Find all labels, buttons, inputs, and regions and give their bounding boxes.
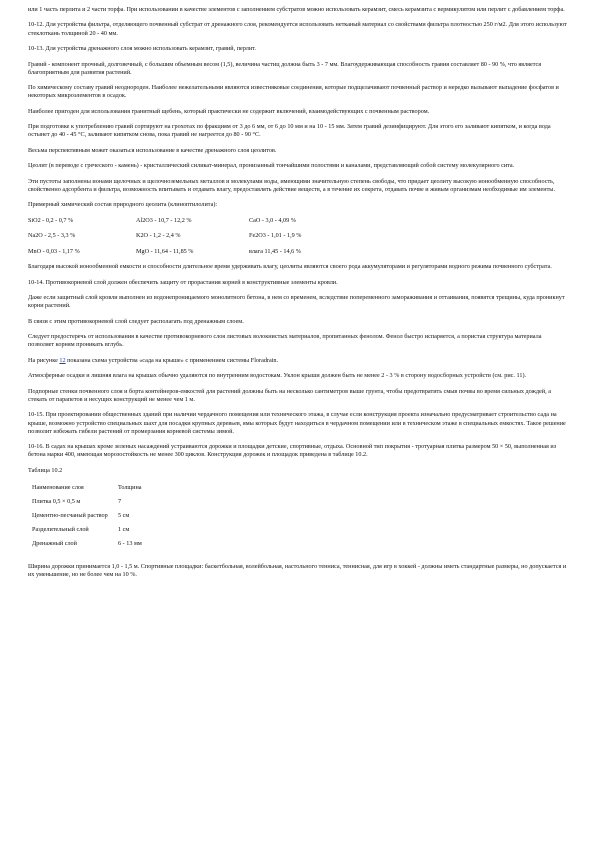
composition-item: SiO2 - 0,2 - 0,7 % bbox=[28, 216, 74, 224]
paragraph: 10-14. Противокорневой слой должен обеспечить защиту от прорастания корней в конструктивные элементы кровли. bbox=[28, 278, 338, 286]
paragraph: При подготовке к употреблению гравий сортируют на грохотах по фракциям от 3 до 6 мм, от 6 до 10 мм и на 10 - 15 мм. Затем гравий дезинфицируют. Для этого его заливают кипятком, и когда вода остынет до 40 - 45 °C, заливают кипятком снова, пока гравий не нагреется до 80 - 90 °C. bbox=[28, 123, 551, 139]
composition-item: Al2O3 - 10,7 - 12,2 % bbox=[136, 216, 192, 224]
paragraph: Благодаря высокой ионообменной емкости и способности длительное время удерживать влагу, цеолиты являются своего рода аккумуляторами и регуляторами водного режима почвенного субстрата. bbox=[28, 263, 552, 271]
composition-item: Fe2O3 - 1,01 - 1,9 % bbox=[249, 232, 302, 240]
paragraph: Цеолит (в переводе с греческого - камень) - кристаллический силикат-минерал, пронизанный тончайшими полостями и каналами, представляющий собой систему молекулярного сита. bbox=[28, 162, 515, 170]
composition-item: MgO - 11,64 - 11,85 % bbox=[136, 247, 194, 255]
table-cell: Цементно-песчаный раствор bbox=[32, 511, 108, 519]
paragraph: 10-16. В садах на крышах кроме зеленых насаждений устраиваются дорожки и площадки детские, спортивные, отдыха. Основной тип покрытия - тротуарная плитка размером 50 × 50, выполненная из бетона марки 400, имеющая морозостойкость не менее 300 циклов. Конструкция дорожек и площадок приведена в таблице 10.2. bbox=[28, 443, 557, 459]
paragraph: Атмосферные осадки и лишняя влага на крышах обычно удаляются по внутренним водостокам. Уклон крыши должен быть не менее 2 - 3 % в сторону водосборных устройств (см. рис. 11). bbox=[28, 372, 527, 380]
document-page bbox=[28, 6, 568, 587]
table-cell: Дренажный слой bbox=[32, 540, 77, 548]
paragraph: Подпорные стенки почвенного слоя и борта контейнеров-емкостей для растений должны быть на несколько сантиметров выше грунта, чтобы предотвратить смыв почвы во время сильных дождей, а стекать от парапетов и несущих конструкций не менее чем 1 м. bbox=[28, 387, 551, 403]
table-header-cell: Наименование слоя bbox=[32, 483, 84, 491]
table-header-cell: Толщина bbox=[118, 483, 142, 491]
composition-item: MnO - 0,03 - 1,17 % bbox=[28, 247, 80, 255]
paragraph: Гравий - компонент прочный, долговечный, с большим объемным весом (1,5), величина частиц должна быть 3 - 7 мм. Влагоудерживающая способность гравия составляет 80 - 90 %, что является благоприятным для развития растений. bbox=[28, 60, 542, 76]
table-cell: 6 - 13 мм bbox=[118, 540, 142, 548]
table-cell: 1 см bbox=[118, 526, 130, 534]
paragraph: В связи с этим противокорневой слой следует располагать под дренажным слоем. bbox=[28, 317, 244, 325]
table-row bbox=[32, 498, 152, 512]
paragraph: По химическому составу гравий неоднороден. Наиболее нежелательными являются известняковые соединения, которые подщелачивают почвенный раствор и нередко вызывают выпадение фосфатов и некоторых микроэлементов в осадок. bbox=[28, 84, 559, 100]
composition-row bbox=[28, 248, 568, 256]
composition-item: влага 11,45 - 14,6 % bbox=[249, 247, 301, 255]
paragraph: Весьма перспективным может оказаться использование в качестве дренажного слоя цеолитов. bbox=[28, 146, 277, 154]
composition-item: K2O - 1,2 - 2,4 % bbox=[136, 232, 181, 240]
table-cell: 7 bbox=[118, 497, 122, 505]
composition-row bbox=[28, 217, 568, 225]
table-row bbox=[32, 540, 152, 554]
paragraph: 10-12. Для устройства фильтра, отделяющего почвенный субстрат от дренажного слоя, рекомендуется использовать нетканый материал со свойствами фильтра плотностью 250 г/м2. Для этого используют стеклоткань толщиной 20 - 40 мм. bbox=[28, 21, 567, 37]
layers-table bbox=[32, 484, 152, 554]
table-caption: Таблица 10.2 bbox=[28, 466, 63, 474]
paragraph: или 1 часть перлита и 2 части торфа. При использовании в качестве элементов с заполнением субстратов можно использовать керамзит, смесь керамзита с вермикулитом или перлит с добавлением торфа. bbox=[28, 6, 565, 13]
paragraph: Даже если защитный слой кровли выполнен из водонепроницаемого монолитного бетона, в нем со временем, вследствие попеременного замораживания и оттаивания, появятся трещины, куда проникнут корни растений. bbox=[28, 294, 565, 310]
table-row bbox=[32, 526, 152, 540]
table-header-row bbox=[32, 484, 152, 498]
paragraph: 10-13. Для устройства дренажного слоя можно использовать керамзит, гравий, перлит. bbox=[28, 45, 256, 53]
paragraph: Эти пустоты заполнены ионами щелочных и щелочноземельных металлов и молекулами воды, имеющими значительную степень свободы, что придает цеолиту высокую ионообменную способность, свойственно адсорбента и фильтра, возможность впитывать и отдавать влагу, предоставлять действие веществ, а в течение их секрета, отдавать почве и живым организмам необходимые им элементы. bbox=[28, 177, 555, 193]
table-cell: Разделительный слой bbox=[32, 526, 89, 534]
table-cell: Плитка 0,5 × 0,5 м bbox=[32, 497, 81, 505]
zeolite-composition bbox=[28, 217, 568, 256]
composition-row bbox=[28, 232, 568, 240]
paragraph: Наиболее пригоден для использования гранитный щебень, который практически не содержит включений, взаимодействующих с почвенным раствором. bbox=[28, 107, 430, 115]
paragraph: Примерный химический состав природного цеолита (клиноптилолита): bbox=[28, 201, 218, 209]
paragraph: Следует предостеречь от использования в качестве противокорневого слоя листовых волокнистых материалов, пропитанных фенолом. Фенол быстро испаряется, а пористая структура материала позволяет корням проникать вглубь. bbox=[28, 333, 542, 349]
text-span: показана схема устройства «сада на крыше» с применением системы Floradrain. bbox=[65, 356, 279, 364]
table-row bbox=[32, 512, 152, 526]
table-cell: 5 см bbox=[118, 511, 130, 519]
composition-item: CaO - 3,0 - 4,09 % bbox=[249, 216, 296, 224]
composition-item: Na2O - 2,5 - 3,3 % bbox=[28, 232, 76, 240]
figure-reference-paragraph bbox=[28, 357, 568, 365]
paragraph: 10-15. При проектировании общественных зданий при наличии чердачного помещения или технического этажа, в случае если конструкция проекта изначально предусматривает строительство сада на крыше, возможно устройство специальных шахт для посадки крупных деревьев, ямы которых будут находиться в чердачном помещении или в техническом этаже в специальных емкостях. Такое решение позволит избежать гибели растений от промерзания корневой системы зимой. bbox=[28, 411, 566, 435]
text-span: На рисунке bbox=[28, 356, 60, 364]
figure-link[interactable]: 12 bbox=[59, 356, 66, 364]
paragraph: Ширина дорожки принимается 1,0 - 1,5 м. Спортивные площадки: баскетбольная, волейбольная, настольного тенниса, теннисная, для игр в хоккей - должны иметь стандартные размеры, но допускается и их уменьшение, но не более чем на 10 %. bbox=[28, 563, 567, 579]
